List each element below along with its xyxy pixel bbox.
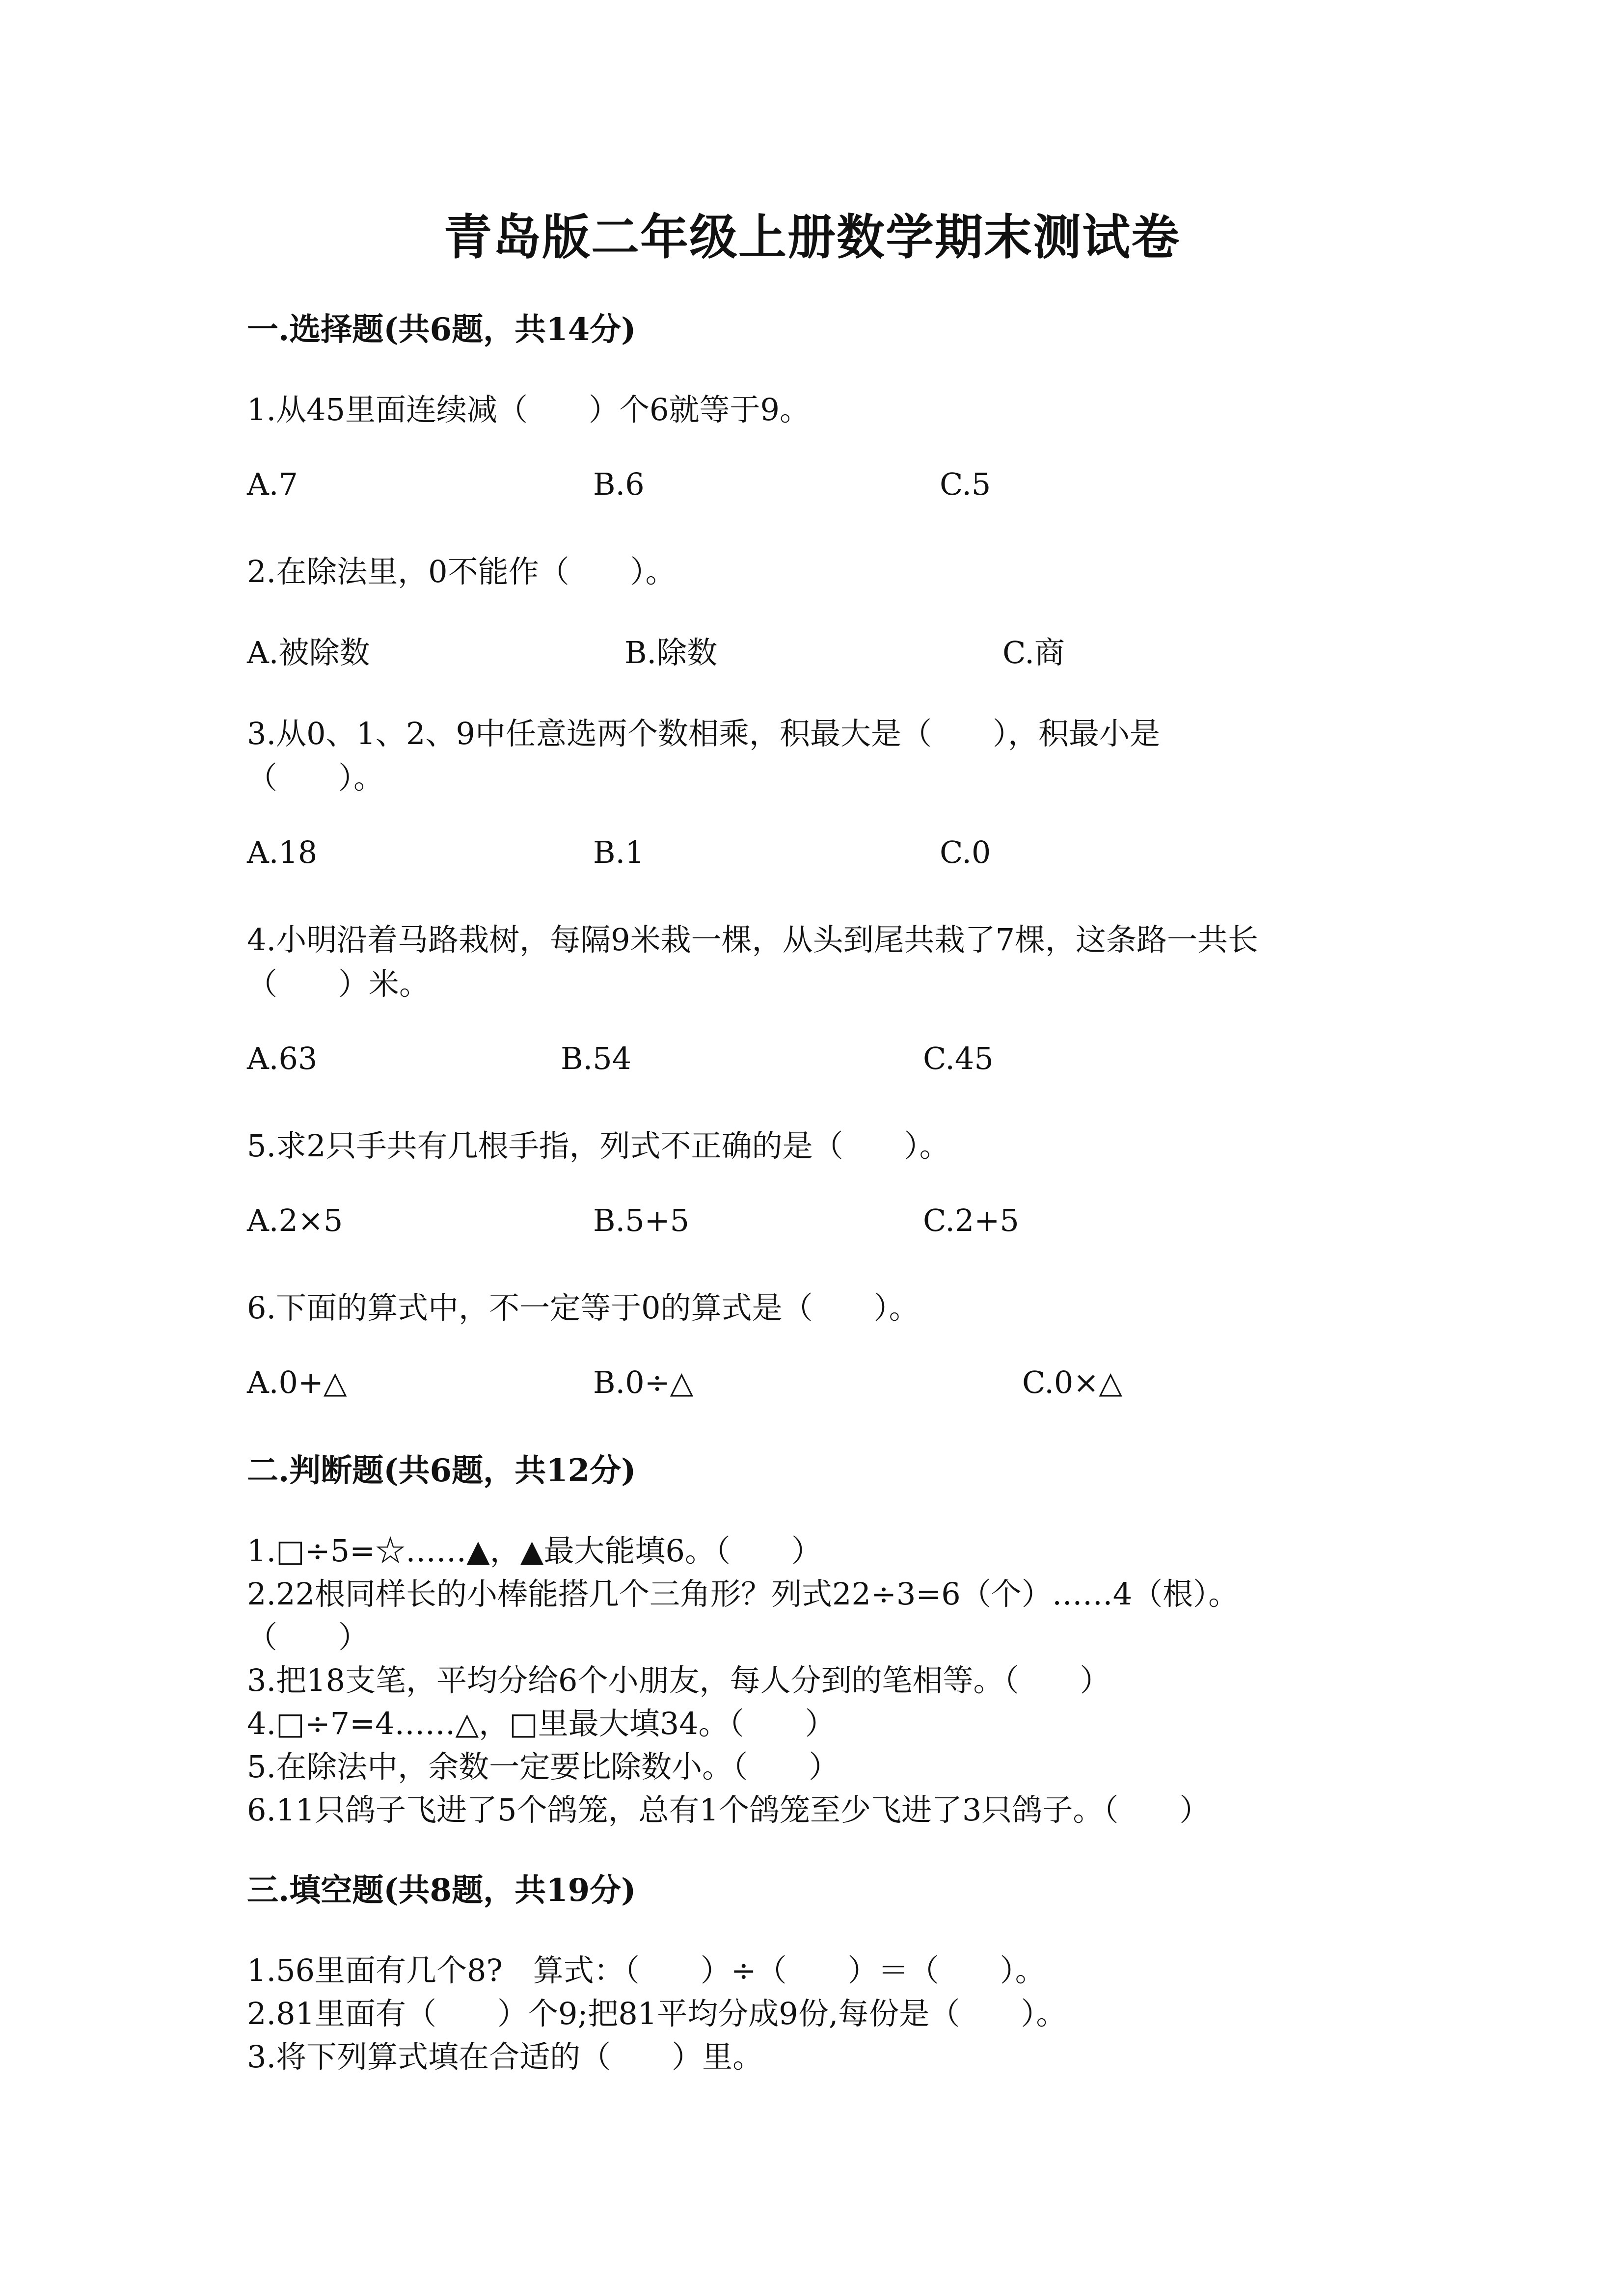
option-b: B.54: [561, 1041, 632, 1076]
option-a: A.18: [247, 834, 318, 870]
option-c: C.45: [923, 1041, 994, 1076]
option-c: C.商: [1002, 635, 1065, 670]
question-6: 6.下面的算式中，不一定等于0的算式是（ ）。: [247, 1290, 920, 1326]
question-1: 1.从45里面连续减（ ）个6就等于9。: [247, 392, 810, 427]
option-c: C.0×△: [1022, 1364, 1123, 1400]
question-2: 2.在除法里，0不能作（ ）。: [247, 554, 676, 589]
option-b: B.除数: [624, 635, 718, 670]
question-3-cont: （ ）。: [247, 760, 384, 796]
option-a: A.63: [247, 1041, 318, 1076]
section-heading-choice: 一.选择题(共6题，共14分): [247, 311, 636, 348]
question-4: 4.小明沿着马路栽树，每隔9米栽一棵，从头到尾共栽了7棵，这条路一共长: [247, 922, 1259, 958]
fill-line-3: 3.将下列算式填在合适的（ ）里。: [247, 2039, 763, 2075]
option-c: C.2+5: [923, 1202, 1019, 1238]
option-c: C.5: [940, 466, 991, 502]
judge-line-2: 2.22根同样长的小棒能搭几个三角形？列式22÷3=6（个）……4（根）。: [247, 1576, 1239, 1612]
section-heading-judge: 二.判断题(共6题，共12分): [247, 1452, 636, 1489]
option-a: A.2×5: [247, 1202, 343, 1238]
judge-line-3: 3.把18支笔，平均分给6个小朋友，每人分到的笔相等。（ ）: [247, 1662, 1110, 1698]
option-b: B.1: [593, 834, 645, 870]
page-title: 青岛版二年级上册数学期末测试卷: [443, 209, 1180, 266]
option-a: A.被除数: [247, 635, 370, 670]
judge-line-2-cont: （ ）: [247, 1619, 369, 1655]
judge-line-1: 1.□÷5=☆……▲，▲最大能填6。（ ）: [247, 1533, 822, 1569]
question-5: 5.求2只手共有几根手指，列式不正确的是（ ）。: [247, 1128, 950, 1164]
option-b: B.5+5: [593, 1202, 690, 1238]
option-b: B.6: [593, 466, 645, 502]
fill-line-1: 1.56里面有几个8? 算式：（ ）÷（ ）＝（ ）。: [247, 1952, 1046, 1988]
judge-line-5: 5.在除法中，余数一定要比除数小。（ ）: [247, 1749, 839, 1785]
option-a: A.0+△: [247, 1364, 347, 1400]
option-a: A.7: [247, 466, 298, 502]
option-c: C.0: [940, 834, 991, 870]
option-b: B.0÷△: [593, 1364, 694, 1400]
judge-line-6: 6.11只鸽子飞进了5个鸽笼，总有1个鸽笼至少飞进了3只鸽子。（ ）: [247, 1792, 1210, 1828]
fill-line-2: 2.81里面有（ ）个9;把81平均分成9份,每份是（ ）。: [247, 1996, 1067, 2031]
judge-line-4: 4.□÷7=4……△，□里最大填34。（ ）: [247, 1706, 836, 1741]
question-4-cont: （ ）米。: [247, 966, 430, 1002]
section-heading-fill: 三.填空题(共8题，共19分): [247, 1872, 636, 1909]
question-3: 3.从0、1、2、9中任意选两个数相乘，积最大是（ ），积最小是: [247, 716, 1160, 751]
